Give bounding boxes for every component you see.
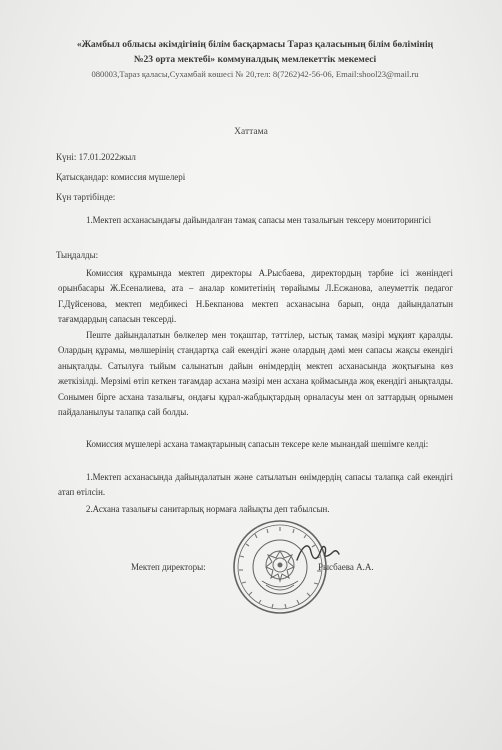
- participants-line: Қатысқандар: комиссия мүшелері: [56, 172, 186, 182]
- paragraph-commission: Комиссия құрамында мектеп директоры А.Рысбаева, директордың тәрбие ісі жөніндегі орынбасары Ж.Есеналиева, ата – аналар комитетінің төрайымы Л.Есжанова, әлеуметтік педагог Г.Дүйсенова, мектеп медбикесі Н.Бекпанова мектеп асханасына барып, онда дайындалатын тағамдардың сапасын тексерді.: [58, 268, 453, 325]
- header-contacts: 080003,Тараз қаласы,Сухамбай көшесі № 20,тел: 8(7262)42-56-06, Email:shool23@mail.ru: [91, 69, 419, 79]
- header-organization-line1: «Жамбыл облысы әкімдігінің білім басқармасы Тараз қаласының білім бөлімінің: [76, 39, 434, 50]
- director-name: Рысбаева А.А.: [318, 562, 374, 572]
- paragraph-inspection: Пеште дайындалатын бөлкелер мен тоқаштар, тәттілер, ыстық тамақ мәзірі мұқият қаралды. Олардың құрамы, мөлшерінің стандартқа сай екендігі және олардың дәмі мен сапасы жақсы екендігі анықталды. Сатылуға тыйым салынатын дайын өнімдердің мектеп асханасында жоқтығына көз жеткізілді. Мерзімі өтіп кеткен тағамдар асхана мәзірі мен асхана қоймасында жоқ екендігі анықталды. Сонымен бірге асхана тазалығы, ондағы құрал-жабдықтардың орналасуы мен ол заттардың орнымен пайдаланылуы талапқа сай болды.: [58, 330, 453, 418]
- decision-item-1: 1.Мектеп асханасында дайындалатын және сатылатын өнімдердің сапасы талапқа сай екендігі атап өтілсін.: [58, 472, 453, 498]
- agenda-label: Күн тәртібінде:: [56, 192, 116, 202]
- official-seal-icon: [232, 519, 328, 615]
- document-title: Хаттама: [234, 127, 268, 137]
- agenda-item: 1.Мектеп асханасындағы дайындалған тамақ сапасы мен тазалығын тексеру мониторингісі: [86, 215, 432, 225]
- paragraph-conclusion: Комиссия мүшелері асхана тамақтарының сапасын тексере келе мынандай шешімге келді:: [86, 439, 429, 449]
- decision-item-2: 2.Асхана тазалығы санитарлық нормаға лайықты деп табылсын.: [86, 504, 330, 514]
- document-date: Күні: 17.01.2022жыл: [56, 152, 136, 162]
- header-organization-line2: №23 орта мектебі» коммуналдық мемлекеттік мекемесі: [133, 54, 377, 65]
- signature-label: Мектеп директоры:: [131, 562, 206, 572]
- heard-label: Тыңдалды:: [56, 250, 99, 260]
